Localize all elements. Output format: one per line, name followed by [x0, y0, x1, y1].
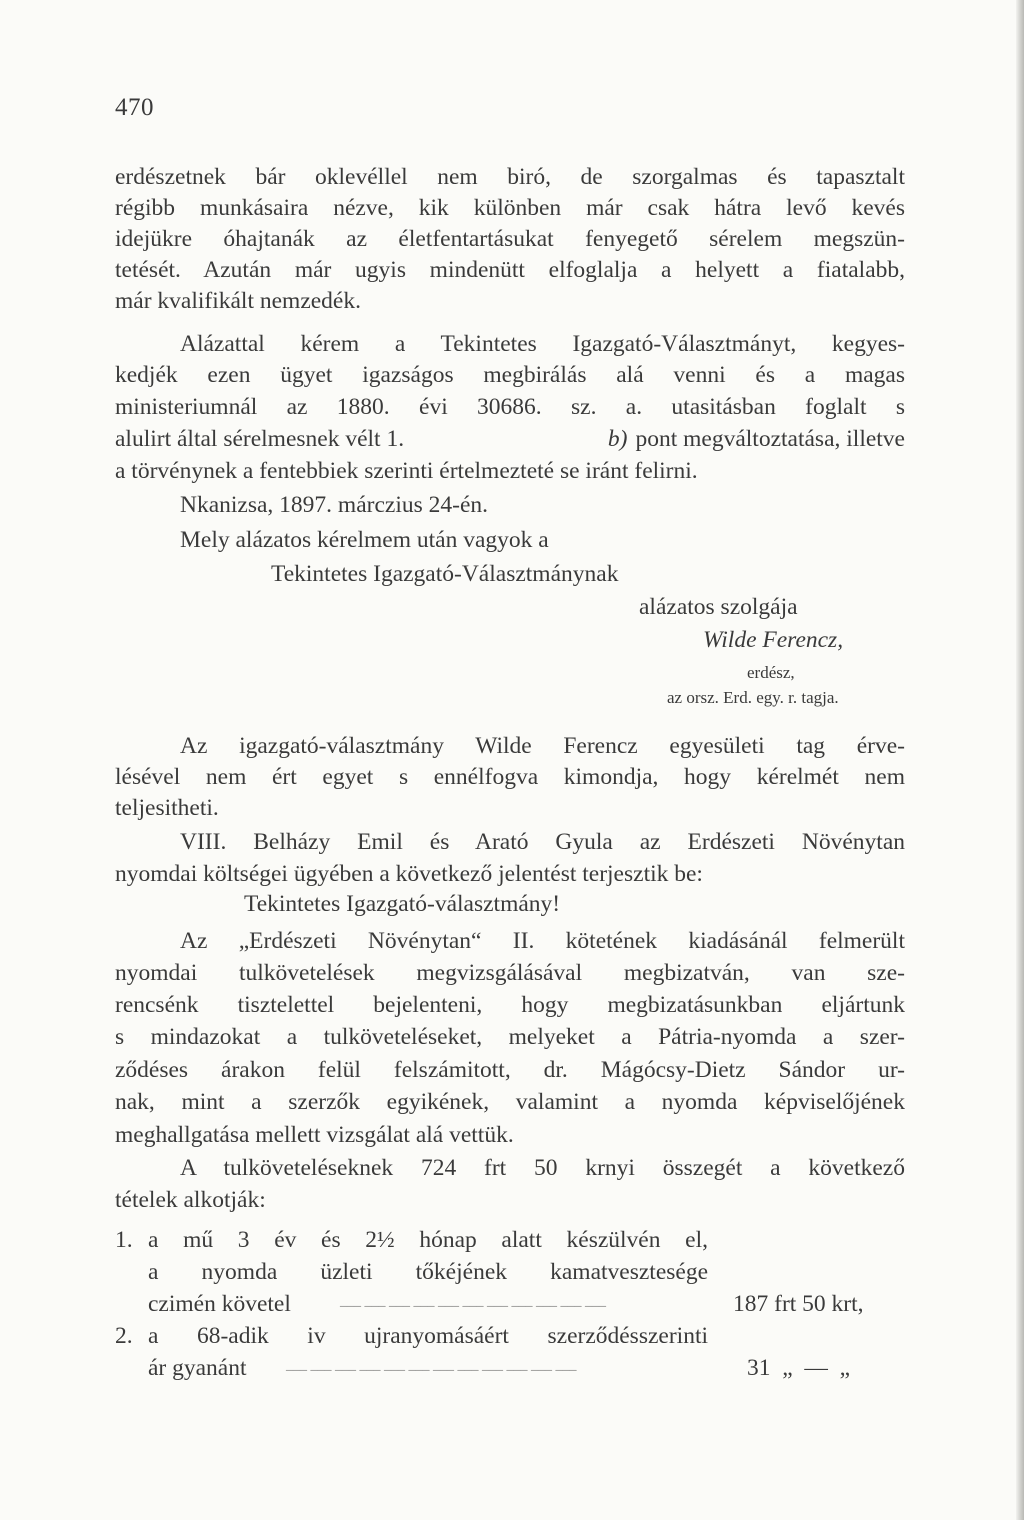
text-line: ministeriumnál az 1880. évi 30686. sz. a. utasitásban foglalt s — [115, 394, 905, 420]
text-line: a törvénynek a fentebbiek szerinti értelmezteté se iránt felirni. — [115, 458, 698, 484]
text-line: régibb munkásaira nézve, kik különben már csak hátra levő kevés — [115, 195, 905, 221]
text-line: tetését. Azután már ugyis mindenütt elfoglalja a helyett a fiatalabb, — [115, 257, 905, 283]
signature-membership: az orsz. Erd. egy. r. tagja. — [667, 688, 839, 707]
text-line — [115, 424, 905, 454]
item-line: czimén követel — [148, 1291, 291, 1317]
item-number: 2. — [115, 1323, 133, 1349]
text-line: s mindazokat a tulköveteléseket, melyeket a Pátria-nyomda a szer- — [115, 1024, 905, 1050]
text-line: lésével nem ért egyet s ennélfogva kimondja, hogy kérelmét nem — [115, 764, 905, 790]
item-line: a 68-adik iv ujranyomásáért szerződésszerinti — [148, 1323, 708, 1349]
closing-line: Mely alázatos kérelmem után vagyok a — [180, 527, 549, 553]
signature-name: Wilde Ferencz, — [703, 627, 844, 653]
salutation: Tekintetes Igazgató-választmány! — [244, 891, 561, 917]
text-line: már kvalifikált nemzedék. — [115, 288, 361, 314]
item-amount: 187 frt 50 krt, — [733, 1291, 864, 1317]
leader-dots: ___ ___ ___ ___ ___ ___ ___ ___ ___ ___ ___ ___ — [286, 1358, 577, 1373]
text-line: Az „Erdészeti Növénytan“ II. kötetének kiadásánál felmerült — [180, 928, 905, 954]
text-line: nyomdai tulkövetelések megvizsgálásával megbizatván, van sze- — [115, 960, 905, 986]
item-line: a mű 3 év és 2½ hónap alatt készülvén el, — [148, 1227, 708, 1253]
text-line: VIII. Belházy Emil és Arató Gyula az Erdészeti Növénytan — [180, 829, 905, 855]
signature-title: erdész, — [747, 663, 795, 682]
text-line: erdészetnek bár oklevéllel nem biró, de szorgalmas és tapasztalt — [115, 164, 905, 190]
text-line: A tulköveteléseknek 724 frt 50 krnyi összegét a következő — [180, 1155, 905, 1181]
text-fragment: alulirt által sérelmesnek vélt 1. — [115, 426, 405, 452]
leader-dots: ___ ___ ___ ___ ___ ___ ___ ___ ___ ___ ___ — [340, 1294, 606, 1309]
text-line: idejükre óhajtanák az életfentartásukat fenyegető sérelem megszün- — [115, 226, 905, 252]
text-line: rencsénk tisztelettel bejelenteni, hogy megbizatásunkban eljártunk — [115, 992, 905, 1018]
signature-servant: alázatos szolgája — [639, 594, 798, 620]
text-line: tételek alkotják: — [115, 1187, 266, 1213]
text-line: Alázattal kérem a Tekintetes Igazgató-Választmányt, kegyes- — [180, 331, 905, 357]
text-fragment-italic: b) — [607, 426, 628, 452]
item-line: a nyomda üzleti tőkéjének kamatvesztesége — [148, 1259, 708, 1285]
item-amount: 31 „ — „ — [747, 1355, 851, 1381]
text-line: Az igazgató-választmány Wilde Ferencz egyesületi tag érve- — [180, 733, 905, 759]
date-line: Nkanizsa, 1897. márczius 24-én. — [180, 492, 489, 518]
closing-line: Tekintetes Igazgató-Választmánynak — [271, 561, 619, 587]
text-line: teljesitheti. — [115, 795, 219, 821]
text-line: meghallgatása mellett vizsgálat alá vettük. — [115, 1122, 514, 1148]
item-number: 1. — [115, 1227, 133, 1253]
text-line: kedjék ezen ügyet igazságos megbirálás alá venni és a magas — [115, 362, 905, 388]
item-line: ár gyanánt — [148, 1355, 247, 1381]
text-line: nak, mint a szerzők egyikének, valamint a nyomda képviselőjének — [115, 1089, 905, 1115]
text-line: nyomdai költségei ügyében a következő jelentést terjesztik be: — [115, 861, 703, 887]
text-line: ződéses árakon felül felszámitott, dr. Mágócsy-Dietz Sándor ur- — [115, 1057, 905, 1083]
text-fragment: pont megváltoztatása, illetve — [635, 426, 905, 452]
page-edge-shadow — [1016, 0, 1024, 1520]
page-number: 470 — [115, 94, 154, 121]
